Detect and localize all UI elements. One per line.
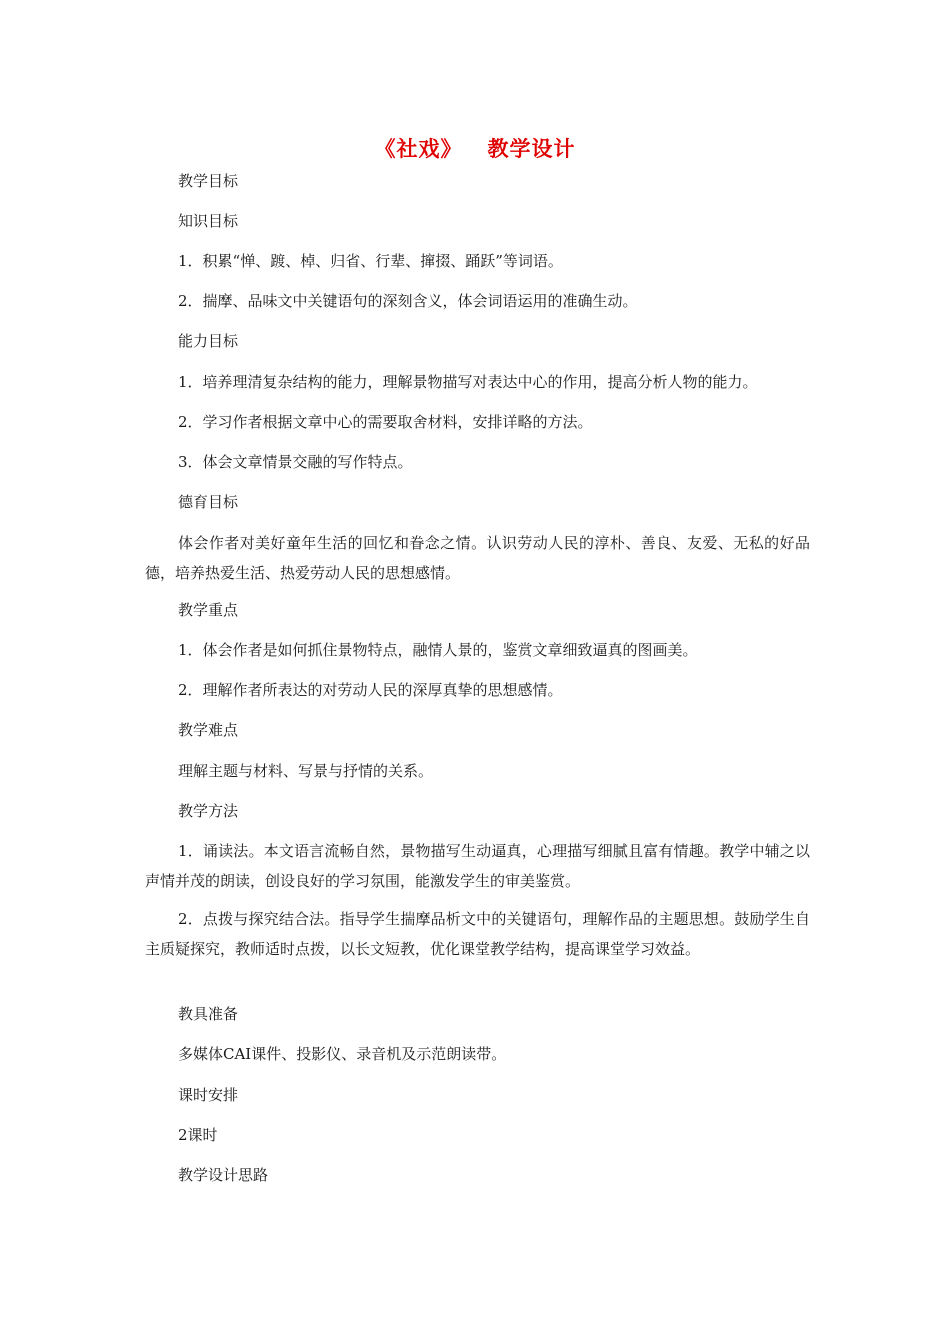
difficult-text: 理解主题与材料、写景与抒情的关系。 [178,762,434,780]
schedule-text: 2课时 [178,1126,218,1144]
aids-text: 多媒体CAI课件、投影仪、录音机及示范朗读带。 [178,1045,507,1063]
key-item-1: 1．体会作者是如何抓住景物特点，融情人景的，鉴赏文章细致逼真的图画美。 [178,641,698,659]
moral-goals-text: 体会作者对美好童年生活的回忆和眷念之情。认识劳动人民的淳朴、善良、友爱、无私的好品德，培养热爱生活、热爱劳动人民的思想感情。 [145,534,810,582]
method-item-2: 2．点拨与探究结合法。指导学生揣摩品析文中的关键语句，理解作品的主题思想。鼓励学生自主质疑探究，教师适时点拨，以长文短教，优化课堂教学结构，提高课堂学习效益。 [145,910,810,958]
knowledge-item-1: 1．积累“惮、踱、棹、归省、行辈、撺掇、踊跃”等词语。 [178,252,563,270]
knowledge-item-2: 2．揣摩、品味文中关键语句的深刻含义，体会词语运用的准确生动。 [178,292,638,310]
heading-key-points: 教学重点 [178,601,239,619]
heading-methods: 教学方法 [178,802,239,820]
heading-ability-goals: 能力目标 [178,332,239,350]
heading-teaching-goals: 教学目标 [178,172,239,190]
heading-schedule: 课时安排 [178,1086,239,1104]
ability-item-1: 1．培养理清复杂结构的能力，理解景物描写对表达中心的作用，提高分析人物的能力。 [178,373,758,391]
heading-difficult-points: 教学难点 [178,721,239,739]
ability-item-2: 2．学习作者根据文章中心的需要取舍材料，安排详略的方法。 [178,413,593,431]
heading-aids: 教具准备 [178,1005,239,1023]
heading-knowledge-goals: 知识目标 [178,212,239,230]
heading-design-ideas: 教学设计思路 [178,1166,269,1184]
ability-item-3: 3．体会文章情景交融的写作特点。 [178,453,413,471]
method-item-1: 1．诵读法。本文语言流畅自然，景物描写生动逼真，心理描写细腻且富有情趣。教学中辅之以声情并茂的朗读，创设良好的学习氛围，能激发学生的审美鉴赏。 [145,842,810,890]
key-item-2: 2．理解作者所表达的对劳动人民的深厚真挚的思想感情。 [178,681,563,699]
document-title: 《社戏》 教学设计 [374,136,576,161]
heading-moral-goals: 德育目标 [178,493,239,511]
